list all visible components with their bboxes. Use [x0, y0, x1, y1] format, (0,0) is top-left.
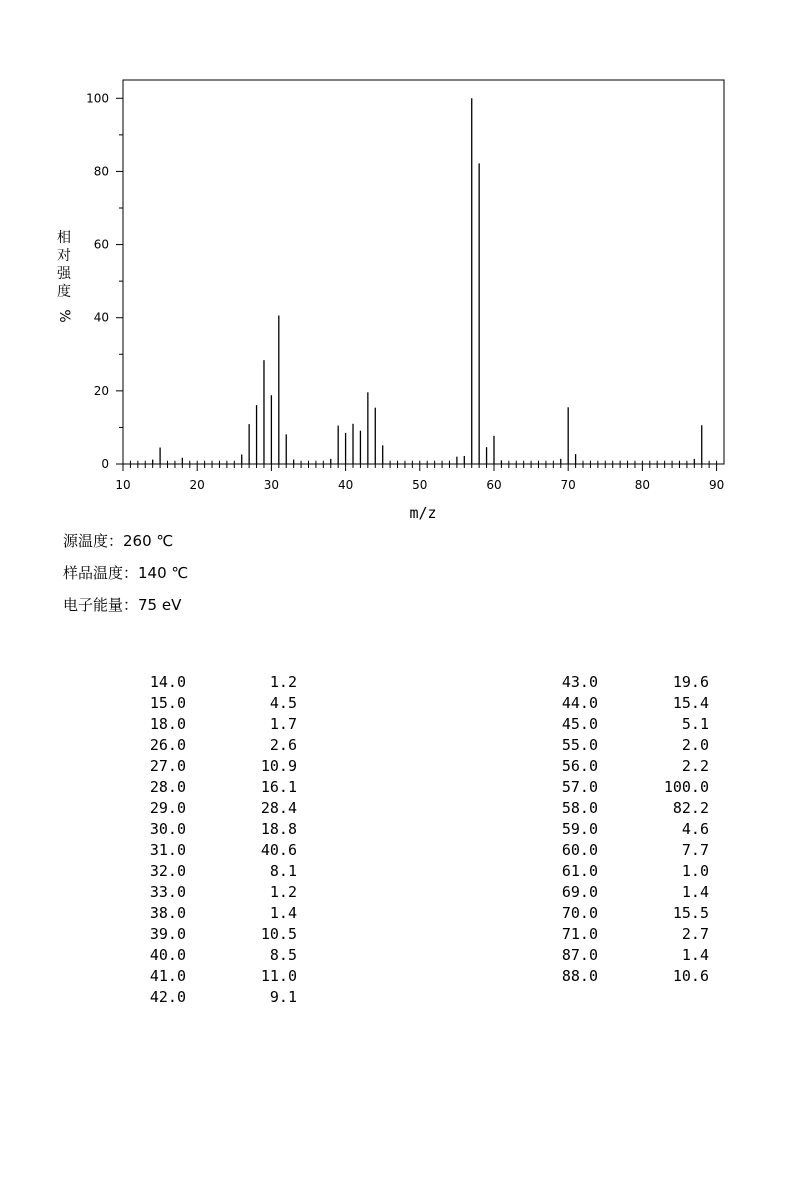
peak-row — [130, 714, 297, 735]
peak-row — [542, 861, 709, 882]
abundance-value: 1.2 — [269, 883, 297, 901]
peak-row — [542, 756, 709, 777]
abundance-value: 2.2 — [681, 757, 709, 775]
y-tick-label: 40 — [93, 310, 109, 325]
peak-row — [130, 924, 297, 945]
abundance-value: 2.0 — [681, 736, 709, 754]
abundance-value: 4.6 — [681, 820, 709, 838]
mz-value: 70.0 — [561, 904, 598, 922]
peak-row — [130, 945, 297, 966]
y-tick-label: 20 — [93, 383, 109, 398]
abundance-value: 2.6 — [269, 736, 297, 754]
abundance-value: 11.0 — [260, 967, 297, 985]
abundance-value: 1.4 — [269, 904, 297, 922]
peak-bars — [130, 98, 716, 464]
abundance-value: 8.5 — [269, 946, 297, 964]
y-label-char: 相 — [57, 230, 71, 246]
abundance-value: 10.5 — [260, 925, 297, 943]
abundance-value: 1.2 — [269, 673, 297, 691]
mz-value: 15.0 — [149, 694, 186, 712]
peak-row — [542, 945, 709, 966]
abundance-value: 18.8 — [260, 820, 297, 838]
mz-value: 71.0 — [561, 925, 598, 943]
peak-row — [542, 882, 709, 903]
acquisition-conditions — [63, 530, 188, 626]
abundance-value: 40.6 — [260, 841, 297, 859]
peak-row — [130, 819, 297, 840]
mz-value: 57.0 — [561, 778, 598, 796]
abundance-value: 5.1 — [681, 715, 709, 733]
y-tick-label: 100 — [86, 91, 109, 106]
abundance-value: 1.7 — [269, 715, 297, 733]
mz-value: 31.0 — [149, 841, 186, 859]
mz-value: 14.0 — [149, 673, 186, 691]
mz-value: 61.0 — [561, 862, 598, 880]
peak-row — [130, 693, 297, 714]
abundance-value: 10.9 — [260, 757, 297, 775]
mz-value: 30.0 — [149, 820, 186, 838]
peak-row — [130, 798, 297, 819]
abundance-value: 8.1 — [269, 862, 297, 880]
abundance-value: 82.2 — [672, 799, 709, 817]
y-label-char: 对 — [57, 248, 71, 264]
abundance-value: 100.0 — [663, 778, 709, 796]
peak-row — [542, 798, 709, 819]
abundance-value: 28.4 — [260, 799, 297, 817]
peak-row — [130, 735, 297, 756]
x-tick-label: 20 — [189, 478, 205, 492]
abundance-value: 15.5 — [672, 904, 709, 922]
peak-row — [542, 714, 709, 735]
sample-temperature: 样品温度：140 ℃ — [63, 564, 189, 582]
y-tick-label: 0 — [101, 457, 109, 471]
electron-energy: 电子能量：75 eV — [63, 596, 182, 614]
mz-value: 58.0 — [561, 799, 598, 817]
peak-row — [542, 966, 709, 987]
peak-row — [542, 672, 709, 693]
x-tick-label: 50 — [412, 478, 428, 492]
mz-value: 28.0 — [149, 778, 186, 796]
mz-value: 27.0 — [149, 757, 186, 775]
y-label-char: 强 — [57, 266, 71, 282]
source-temperature: 源温度：260 ℃ — [63, 532, 174, 550]
mz-value: 18.0 — [149, 715, 186, 733]
peak-row — [542, 693, 709, 714]
peak-row — [130, 861, 297, 882]
peak-table-left — [130, 672, 297, 1008]
x-axis-label: m/z — [409, 504, 437, 522]
x-tick-label: 80 — [634, 478, 651, 492]
abundance-value: 7.7 — [681, 841, 709, 859]
mz-value: 44.0 — [561, 694, 598, 712]
mz-value: 56.0 — [561, 757, 598, 775]
peak-row — [130, 840, 297, 861]
y-tick-label: 80 — [93, 164, 109, 179]
abundance-value: 4.5 — [269, 694, 297, 712]
abundance-value: 15.4 — [672, 694, 709, 712]
mz-value: 42.0 — [149, 988, 186, 1006]
mz-value: 69.0 — [561, 883, 598, 901]
mz-value: 45.0 — [561, 715, 598, 733]
y-label-char: % — [56, 309, 72, 323]
x-tick-label: 30 — [263, 478, 280, 492]
x-tick-label: 60 — [486, 478, 502, 492]
mz-value: 39.0 — [149, 925, 186, 943]
abundance-value: 16.1 — [260, 778, 297, 796]
x-tick-label: 40 — [337, 478, 354, 492]
mz-value: 55.0 — [561, 736, 598, 754]
abundance-value: 1.0 — [681, 862, 709, 880]
mz-value: 59.0 — [561, 820, 598, 838]
peak-row — [130, 882, 297, 903]
mass-spectrum-chart — [0, 0, 794, 530]
peak-row — [130, 903, 297, 924]
mz-value: 26.0 — [149, 736, 186, 754]
mz-value: 60.0 — [561, 841, 598, 859]
mz-value: 38.0 — [149, 904, 186, 922]
abundance-value: 2.7 — [681, 925, 709, 943]
peak-row — [130, 966, 297, 987]
x-tick-label: 90 — [708, 478, 725, 492]
mz-value: 32.0 — [149, 862, 186, 880]
mz-value: 40.0 — [149, 946, 186, 964]
peak-row — [542, 903, 709, 924]
peak-row — [542, 819, 709, 840]
y-tick-label: 60 — [93, 237, 109, 252]
x-tick-label: 10 — [115, 478, 131, 492]
peak-row — [130, 987, 297, 1008]
abundance-value: 10.6 — [672, 967, 709, 985]
abundance-value: 1.4 — [681, 946, 709, 964]
mz-value: 29.0 — [149, 799, 186, 817]
peak-table-right — [542, 672, 709, 987]
y-axis-label — [56, 229, 72, 323]
mz-value: 43.0 — [561, 673, 598, 691]
peak-row — [130, 756, 297, 777]
peak-row — [542, 777, 709, 798]
mz-value: 87.0 — [561, 946, 598, 964]
y-label-char: 度 — [57, 284, 71, 300]
peak-row — [542, 735, 709, 756]
x-tick-label: 70 — [560, 478, 576, 492]
plot-frame — [123, 80, 724, 464]
abundance-value: 19.6 — [672, 673, 709, 691]
peak-row — [130, 777, 297, 798]
mz-value: 33.0 — [149, 883, 186, 901]
abundance-value: 1.4 — [681, 883, 709, 901]
peak-row — [542, 840, 709, 861]
y-axis — [86, 91, 123, 471]
peak-row — [542, 924, 709, 945]
mz-value: 41.0 — [149, 967, 186, 985]
peak-row — [130, 672, 297, 693]
mz-value: 88.0 — [561, 967, 598, 985]
abundance-value: 9.1 — [269, 988, 297, 1006]
x-axis — [115, 464, 724, 492]
